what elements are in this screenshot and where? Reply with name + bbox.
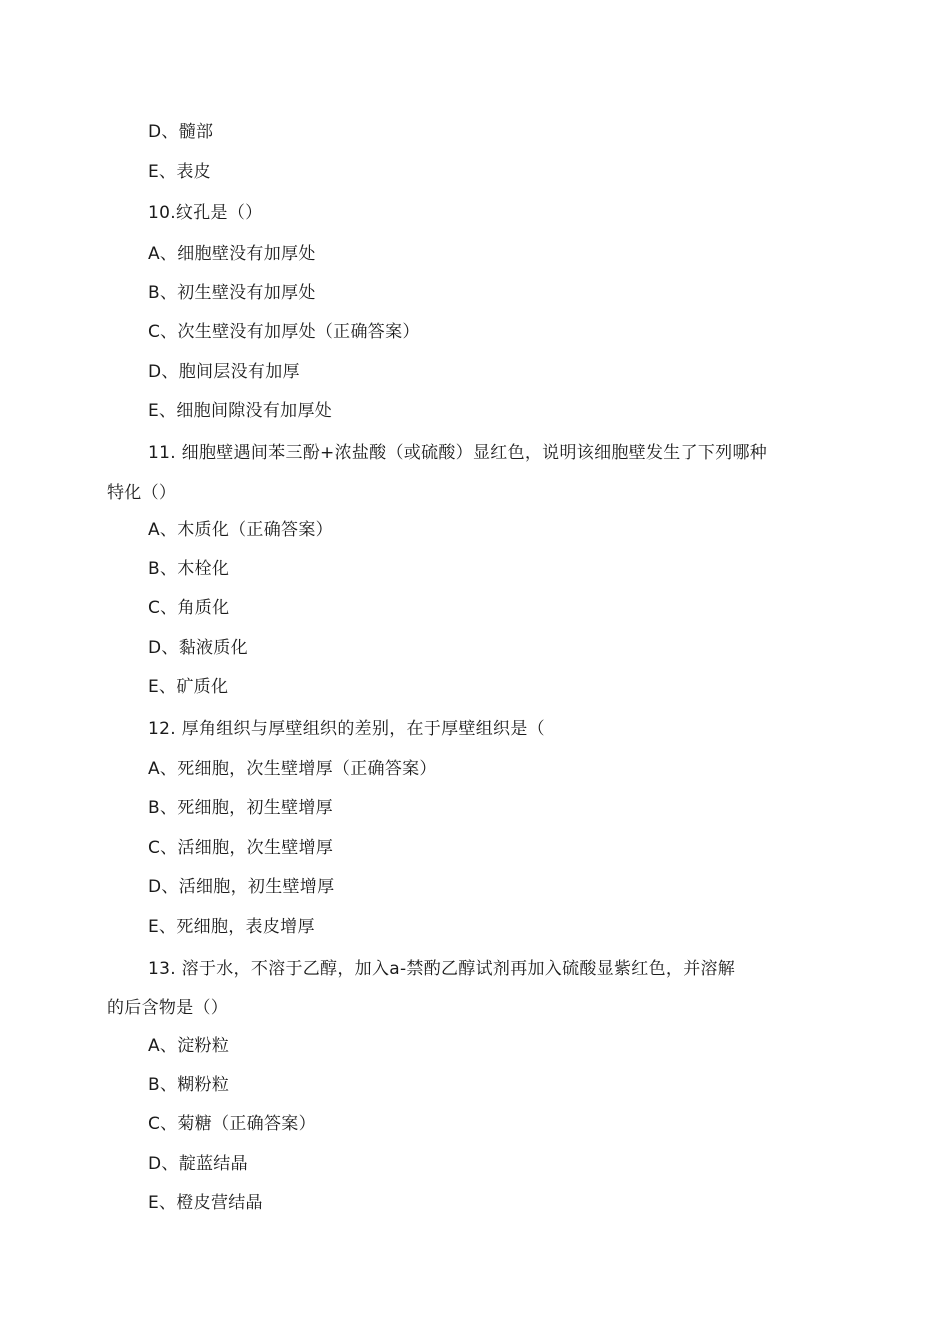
q10-option-d: D、胞间层没有加厚	[148, 362, 300, 382]
q12-question: 12. 厚角组织与厚壁组织的差别，在于厚壁组织是（	[148, 719, 545, 739]
q13-question-continuation: 的后含物是（）	[107, 998, 229, 1018]
q10-option-a: A、细胞壁没有加厚处	[148, 244, 316, 264]
q12-option-b: B、死细胞，初生壁增厚	[148, 798, 333, 818]
q11-option-e: E、矿质化	[148, 677, 229, 697]
q13-option-b: B、糊粉粒	[148, 1075, 230, 1095]
q13-question: 13. 溶于水，不溶于乙醇，加入a-禁酌乙醇试剂再加入硫酸显紫红色，并溶解	[148, 959, 736, 979]
q11-question: 11. 细胞壁遇间苯三酚+浓盐酸（或硫酸）显红色，说明该细胞壁发生了下列哪种	[148, 443, 768, 463]
q11-option-b: B、木栓化	[148, 559, 230, 579]
q10-option-c: C、次生壁没有加厚处（正确答案）	[148, 322, 420, 342]
q12-option-c: C、活细胞，次生壁增厚	[148, 838, 334, 858]
q11-option-c: C、角质化	[148, 598, 230, 618]
q11-option-d: D、黏液质化	[148, 638, 248, 658]
q10-option-e: E、细胞间隙没有加厚处	[148, 401, 333, 421]
q12-option-d: D、活细胞，初生壁增厚	[148, 877, 335, 897]
q12-option-a: A、死细胞，次生壁增厚（正确答案）	[148, 759, 437, 779]
q13-option-d: D、靛蓝结晶	[148, 1154, 248, 1174]
q13-option-e: E、橙皮营结晶	[148, 1193, 263, 1213]
q13-option-a: A、淀粉粒	[148, 1036, 230, 1056]
q9-option-e: E、表皮	[148, 162, 211, 182]
q10-question: 10.纹孔是（）	[148, 203, 263, 223]
q11-question-continuation: 特化（）	[107, 483, 177, 503]
q10-option-b: B、初生壁没有加厚处	[148, 283, 316, 303]
q11-option-a: A、木质化（正确答案）	[148, 520, 333, 540]
q13-option-c: C、菊糖（正确答案）	[148, 1114, 316, 1134]
q9-option-d: D、髓部	[148, 122, 214, 142]
q12-option-e: E、死细胞，表皮增厚	[148, 917, 315, 937]
